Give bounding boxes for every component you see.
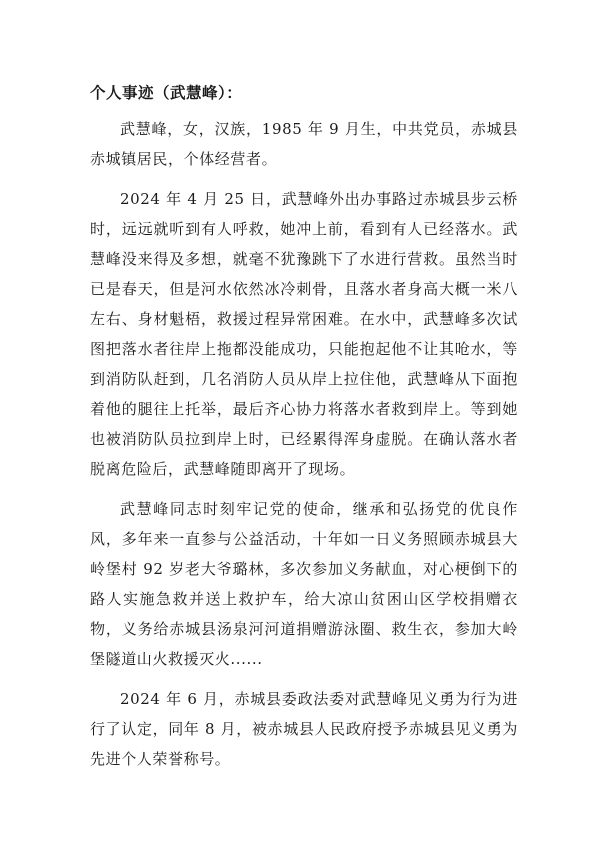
paragraph-recognition: 2024 年 6 月，赤城县委政法委对武慧峰见义勇为行为进行了认定，同年 8 月，被赤城县人民政府授予赤城县见义勇为先进个人荣誉称号。: [90, 690, 518, 768]
paragraph-personal-info: 武慧峰，女，汉族，1985 年 9 月生，中共党员，赤城县赤城镇居民，个体经营者。: [90, 120, 518, 168]
paragraph-public-service: 武慧峰同志时刻牢记党的使命，继承和弘扬党的优良作风，多年来一直参与公益活动，十年如一日义务照顾赤城县大岭堡村 92 岁老大爷璐林，多次参加义务献血，对心梗倒下的路人实施急救并送上救护车，给大凉山贫困山区学校捐赠衣物，义务给赤城县汤泉河河道捐赠游泳圈、救生衣，参加大岭堡隧道山火救援灭火......: [90, 500, 518, 668]
paragraph-rescue-event: 2024 年 4 月 25 日，武慧峰外出办事路过赤城县步云桥时，远远就听到有人呼救，她冲上前，看到有人已经落水。武慧峰没来得及多想，就毫不犹豫跳下了水进行营救。虽然当时已是春天，但是河水依然冰冷刺骨，且落水者身高大概一米八左右、身材魁梧，救援过程异常困难。在水中，武慧峰多次试图把落水者往岸上拖都没能成功，只能抱起他不让其呛水，等到消防队赶到，几名消防人员从岸上拉住他，武慧峰从下面抱着他的腿往上托举，最后齐心协力将落水者救到岸上。等到她也被消防队员拉到岸上时，已经累得浑身虚脱。在确认落水者脱离危险后，武慧峰随即离开了现场。: [90, 190, 518, 478]
document-title: 个人事迹（武慧峰）：: [90, 84, 243, 102]
document-body: [90, 78, 518, 784]
